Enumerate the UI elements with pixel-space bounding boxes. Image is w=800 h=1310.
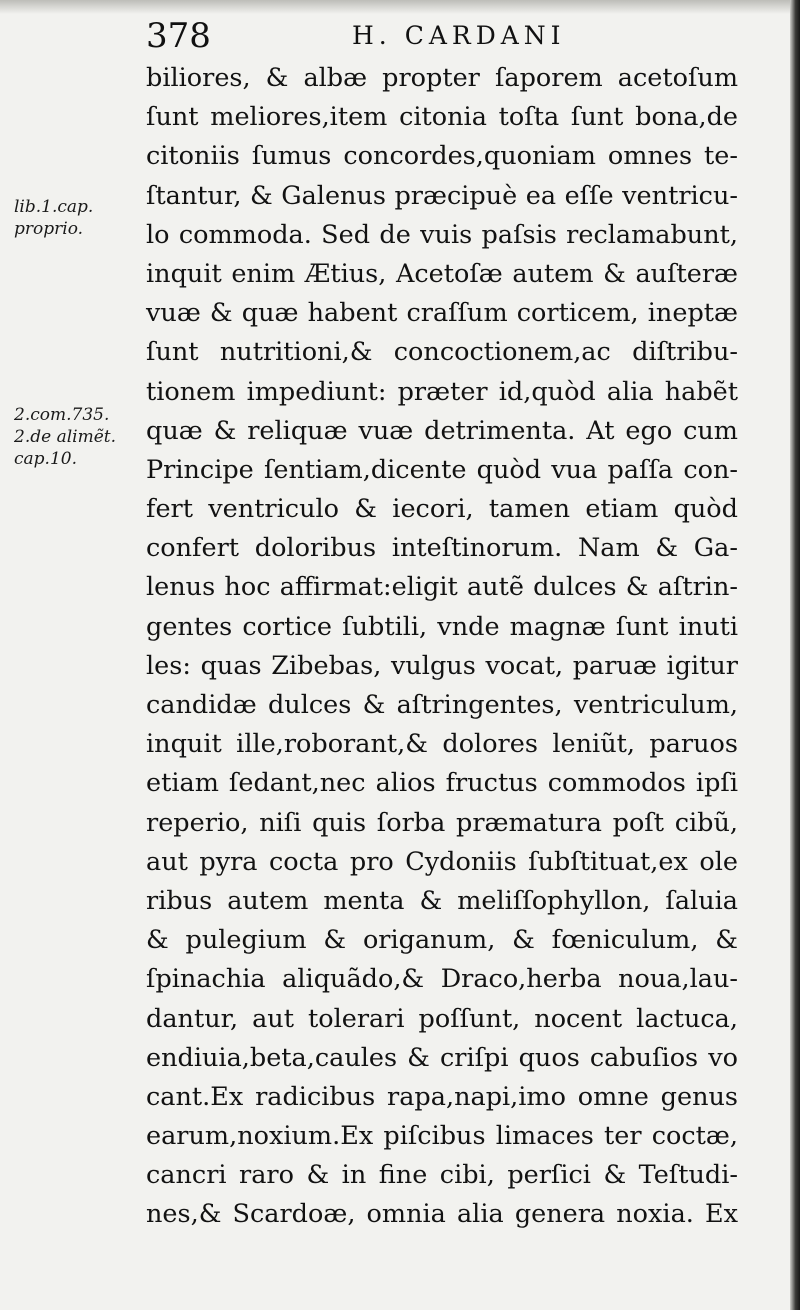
body-text xyxy=(146,59,738,1235)
text-line: nes,& Scardoæ, omnia alia genera noxia. Ex xyxy=(146,1199,738,1230)
text-line: inquit ille,roborant,& dolores leniũt, paruos xyxy=(146,729,738,760)
text-line: tionem impediunt: præter id,quòd alia habẽt xyxy=(146,376,738,407)
text-line: ſunt meliores,item citonia toſta ſunt bona,de xyxy=(146,102,738,133)
text-line: dantur, aut tolerari poſſunt, nocent lactuca, xyxy=(146,1003,738,1034)
margin-note xyxy=(14,196,93,240)
text-line: ribus autem menta & meliſſophyllon, ſaluia xyxy=(146,885,738,916)
text-line: aut pyra cocta pro Cydoniis ſubſtituat,ex ole xyxy=(146,846,738,877)
text-line: inquit enim Ætius, Acetoſæ autem & auſteræ xyxy=(146,258,738,289)
binding-edge xyxy=(790,0,800,1310)
text-line: fert ventriculo & iecori, tamen etiam quòd xyxy=(146,494,738,525)
text-line: lo commoda. Sed de vuis paſsis reclamabunt, xyxy=(146,219,738,250)
text-line: citoniis ſumus concordes,quoniam omnes te- xyxy=(146,141,738,172)
text-line: biliores, & albæ propter ſaporem acetoſum xyxy=(146,63,738,93)
margin-note-line: cap.10. xyxy=(14,449,77,469)
text-line: cant.Ex radicibus rapa,napi,imo omne genus xyxy=(146,1081,738,1112)
running-head: H. CARDANI xyxy=(352,21,566,50)
text-line: lenus hoc affirmat:eligit autẽ dulces & aſtrin- xyxy=(146,572,738,603)
text-line: confert doloribus inteſtinorum. Nam & Ga- xyxy=(146,533,738,564)
text-line: ſpinachia aliquãdo,& Draco,herba noua,lau- xyxy=(146,964,738,995)
text-line: quæ & reliquæ vuæ detrimenta. At ego cum xyxy=(146,415,738,446)
margin-note-line: lib.1.cap. xyxy=(14,197,94,217)
margin-note-line: 2.de alimẽt. xyxy=(14,427,116,447)
text-line: candidæ dulces & aſtringentes, ventriculum, xyxy=(146,690,738,720)
margin-note-line: 2.com.735. xyxy=(14,405,110,425)
text-line: ſunt nutritioni,& concoctionem,ac diſtribu- xyxy=(146,337,738,368)
text-line: endiuia,beta,caules & criſpi quos cabuſios vo xyxy=(146,1042,738,1073)
text-line: cancri raro & in fine cibi, perſici & Teſtudi- xyxy=(146,1160,738,1191)
text-line: reperio, niſi quis ſorba præmatura poſt cibũ, xyxy=(146,807,738,838)
text-line: les: quas Zibebas, vulgus vocat, paruæ igitur xyxy=(146,650,738,681)
page-number: 378 xyxy=(146,16,211,56)
page-header xyxy=(146,14,786,58)
text-line: earum,noxium.Ex piſcibus limaces ter coctæ, xyxy=(146,1121,738,1152)
margin-note-line: proprio. xyxy=(14,219,84,239)
text-line: gentes cortice ſubtili, vnde magnæ ſunt inuti xyxy=(146,611,738,642)
margin-note xyxy=(14,404,116,470)
text-line: Principe ſentiam,dicente quòd vua paſſa con- xyxy=(146,454,738,485)
text-line: & pulegium & origanum, & fœniculum, & xyxy=(146,925,738,956)
text-line: etiam ſedant,nec alios fructus commodos ipſi xyxy=(146,768,738,799)
text-line: vuæ & quæ habent craſſum corticem, ineptæ xyxy=(146,298,738,329)
text-line: ſtantur, & Galenus præcipuè ea eſſe ventricu- xyxy=(146,180,738,211)
page-top-shadow xyxy=(0,0,800,14)
